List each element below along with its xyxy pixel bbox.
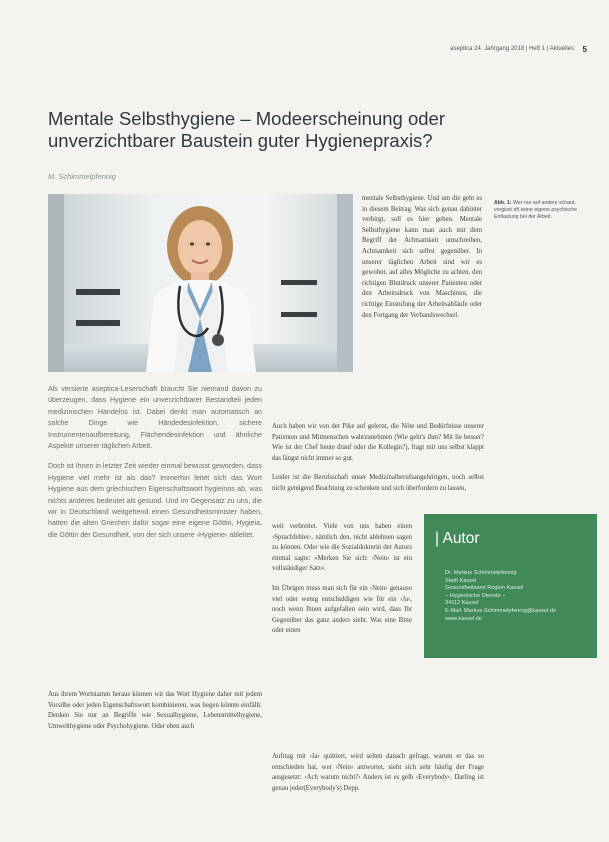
middle-column (272, 422, 484, 504)
author-name: Dr. Markus Schimmelpfennig (445, 570, 517, 576)
caption-label: Abb. 1: (494, 200, 512, 206)
byline: M. Schimmelpfennig (48, 172, 116, 181)
middle-column-narrow (272, 522, 412, 646)
author-website[interactable]: www.kassel.de (445, 615, 482, 622)
figure-caption (494, 200, 578, 221)
left-column-lower (48, 690, 262, 741)
middle-column-bottom (272, 752, 484, 803)
doctor-photo (48, 194, 353, 372)
article-title: Mentale Selbsthygiene – Modeerscheinung oder unverzichtbarer Baustein guter Hygienepraxis? (48, 108, 445, 151)
paragraph: mentale Selbsthygiene. Und um die geht es in diesem Beitrag. Was sich genau dahinter verbirgt, soll es hier gehen. Mentale Selbsthygiene kann man auch mit dem Begriff der Achtsamkeit umschreiben, Achtsamkeit sich selbst gegenüber. In unserer täglichen Arbeit sind wir es gewohnt, auf alles Mögliche zu achten, den richtigen Blutdruck unserer Patienten oder den Arbeitsdruck von Maschinen, die richtige Einstufung der Arbeitsabläufe oder den Fortgang der Verbandswechsel. (362, 195, 482, 319)
paragraph: Auftrag mit ›Ja‹ quittiert, wird selten danach gefragt, warum er das so entschieden hat, wer ›Nein‹ antwortet, sieht sich sehr häufig der Frage ausgesetzt: ›Ach warum nicht?‹ Anders ist es gelb ›Everybody‹. Darling ist genau jeder(Everybody's) Depp. (272, 753, 484, 792)
paragraph: Aus ihrem Wortstamm heraus können wir das Wort Hygiene daher mit jedem Vorsilbe oder jeden Eigenschaftswort kombinieren, was liegen könnte einfällt. Denken Sie nur an Begriffe wie Sexualhygiene, Lebensmittelhygiene, Umwelthygiene oder Psychohygiene. Oder eben auch (48, 691, 262, 730)
author-org: Stadt Kassel (445, 577, 477, 584)
paragraph: Leider ist die Berufsschaft unser Medizinalberufsangehörigen, noch selbst nicht genügend Beachtung zu schenken und sich überfordern zu lassen, (272, 474, 484, 492)
author-department: Gesundheitsamt Region Kassel (445, 585, 524, 592)
author-box (424, 514, 597, 658)
paragraph: Als versierte aseptica-Leserschaft braucht Sie niemand davon zu überzeugen, dass Hygiene ein unverzichtbarer Bestandteil jeden medizinischen Handelns ist. Dabei denkt man automatisch an solche Dinge wie Händedesinfektion, sichere Instrumentenaufbereitung, Flächendesinfektion und ähnliche Aspekte unserer täglichen Arbeit. (48, 385, 262, 451)
author-postcode: 34112 Kassel (445, 600, 479, 607)
author-email[interactable]: E-Mail: Markus.Schimmelpfennig@kassel.de (445, 607, 557, 614)
left-column (48, 384, 262, 550)
middle-column-top (362, 194, 482, 330)
paragraph: weit verbreitet. Viele von uns haben einen ›Sprachfehler‹, nämlich den, nicht ablehnen sagen zu können. Oder wie die Sozialdokterin der Autors einmal sagte: »Merken Sie sich: ›Nein‹ ist ein vollständiger Satz«. (272, 523, 412, 573)
page-number: 5 (582, 45, 587, 54)
doctor-illustration (48, 194, 353, 372)
running-header (330, 45, 587, 54)
header-text: aseptica 24. Jahrgang 2018 | Heft 1 | Aktuelles (450, 46, 574, 52)
paragraph: Doch ist Ihnen in letzter Zeit wieder einmal bewusst geworden, dass Hygiene viel mehr ist als das? Immerhin leitet sich das Wort Hygiene aus dem griechischen Eigenschaftswort hygieinos ab, was nichts anderes bedeutet als gesund. Und im Gegensatz zu uns, die wir in Deutschland weitgehend einen Gesundheitsminister haben, hatten die alten Griechen dafür sogar eine eigene Göttin, Hygieia, die Göttin der Gesundheit, von der sich unsere ›Hygiene‹ ableitet. (48, 462, 262, 539)
caption-text: Wer nur auf andere schaut, vergisst oft seine eigene psychische Entlastung bei der Arbeit. (494, 200, 578, 220)
author-box-title: | Autor (435, 530, 480, 547)
paragraph: Auch haben wir von der Pike auf gelernt, die Nöte und Bedürfnisse unserer Patienten und Mitmenschen wahrzunehmen (Wie geht's ihm? Mit lie besser? Wie ist der Chef heute drauf oder die Kollegin?), fragt mit uns selbst klappt das längst nicht immer so gut. (272, 423, 484, 462)
paragraph: Im Übrigen muss man sich für ein ›Nein‹ genauso viel oder wenig entschuldigen wie für ein ›Ja‹, noch wenn Ihnen aufgefallen sein wird, dass Ihr Gegenüber das ganz anders sieht. Was eine Bitte oder einen (272, 584, 412, 635)
author-details (445, 570, 595, 623)
author-unit: – Hygienische Dienste – (445, 592, 506, 599)
